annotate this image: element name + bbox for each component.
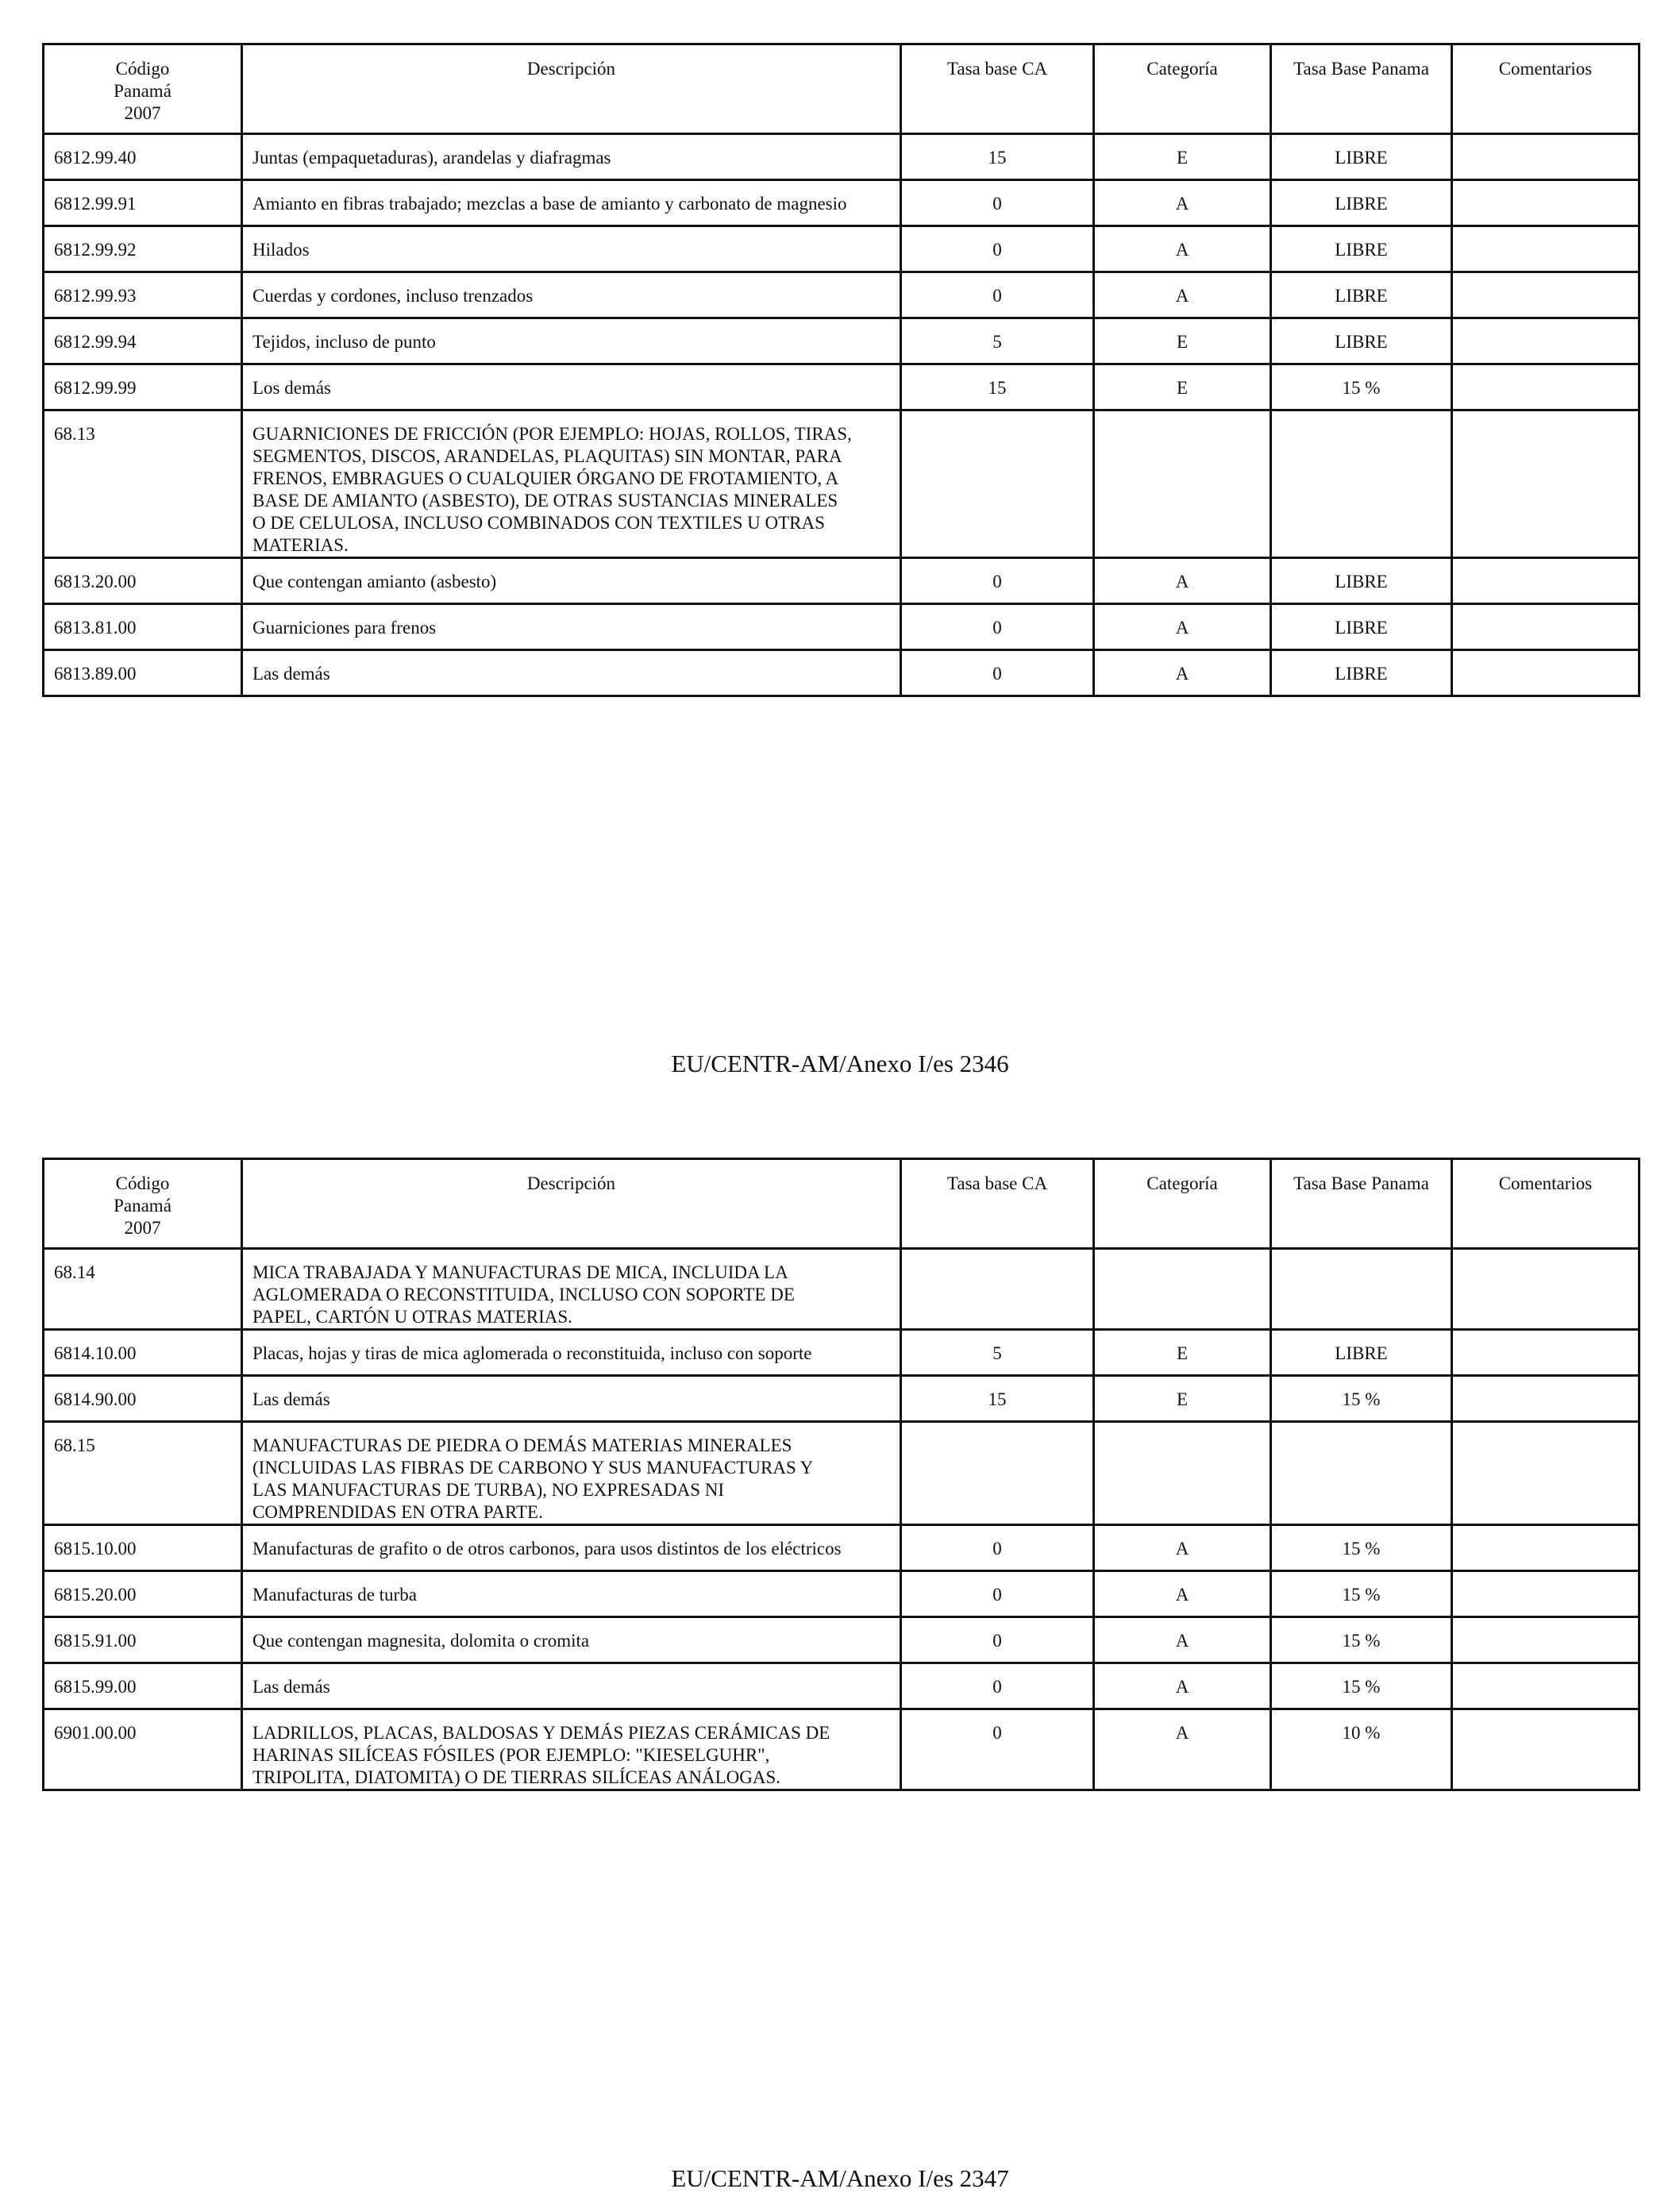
table-row: [44, 1617, 1640, 1663]
cell-categoria: A: [1094, 650, 1271, 696]
cell-tasa-ca: 0: [901, 1617, 1094, 1663]
cell-description: Que contengan magnesita, dolomita o cromita: [242, 1617, 901, 1663]
cell-code: 6812.99.91: [44, 180, 242, 226]
cell-categoria: E: [1094, 318, 1271, 364]
cell-tasa-panama: LIBRE: [1271, 134, 1452, 180]
cell-comentarios: [1452, 604, 1640, 650]
cell-code: 6814.90.00: [44, 1376, 242, 1422]
header-descripcion: Descripción: [242, 44, 901, 134]
cell-comentarios: [1452, 1249, 1640, 1330]
cell-comentarios: [1452, 1330, 1640, 1376]
cell-code: 6812.99.92: [44, 226, 242, 272]
header-comentarios: Comentarios: [1452, 1159, 1640, 1249]
header-tasa-base-panama: Tasa Base Panama: [1271, 1159, 1452, 1249]
header-descripcion: Descripción: [242, 1159, 901, 1249]
cell-code: 6901.00.00: [44, 1709, 242, 1790]
table-row: [44, 1525, 1640, 1571]
tariff-table-page-2347: [42, 1158, 1640, 1791]
cell-tasa-ca: 0: [901, 558, 1094, 604]
cell-tasa-ca: [901, 1422, 1094, 1525]
cell-description: Las demás: [242, 1376, 901, 1422]
table-row: [44, 364, 1640, 410]
cell-tasa-panama: LIBRE: [1271, 650, 1452, 696]
cell-code: 6812.99.94: [44, 318, 242, 364]
cell-categoria: E: [1094, 1376, 1271, 1422]
cell-categoria: E: [1094, 364, 1271, 410]
table-header-row: [44, 1159, 1640, 1249]
cell-code: 6815.91.00: [44, 1617, 242, 1663]
cell-tasa-ca: 15: [901, 364, 1094, 410]
cell-tasa-ca: 15: [901, 134, 1094, 180]
cell-code: 6815.20.00: [44, 1571, 242, 1617]
cell-code: 68.15: [44, 1422, 242, 1525]
cell-comentarios: [1452, 650, 1640, 696]
header-categoria: Categoría: [1094, 1159, 1271, 1249]
table-row: [44, 1571, 1640, 1617]
cell-tasa-panama: 10 %: [1271, 1709, 1452, 1790]
header-comentarios: Comentarios: [1452, 44, 1640, 134]
cell-comentarios: [1452, 558, 1640, 604]
table-row: [44, 134, 1640, 180]
cell-categoria: A: [1094, 558, 1271, 604]
table-row: [44, 1422, 1640, 1525]
cell-tasa-panama: LIBRE: [1271, 558, 1452, 604]
cell-description: Manufacturas de turba: [242, 1571, 901, 1617]
cell-code: 6813.89.00: [44, 650, 242, 696]
table-row: [44, 272, 1640, 318]
cell-description: Juntas (empaquetaduras), arandelas y diafragmas: [242, 134, 901, 180]
header-tasa-base-panama: Tasa Base Panama: [1271, 44, 1452, 134]
page-footer: EU/CENTR-AM/Anexo I/es 2346: [671, 1050, 1009, 1077]
cell-tasa-panama: 15 %: [1271, 1571, 1452, 1617]
cell-description: GUARNICIONES DE FRICCIÓN (POR EJEMPLO: HOJAS, ROLLOS, TIRAS, SEGMENTOS, DISCOS, ARANDELAS, PLAQUITAS) SIN MONTAR, PARA FRENOS, EMBRAGUES O CUALQUIER ÓRGANO DE FROTAMIENTO, A BASE DE AMIANTO (ASBESTO), DE OTRAS SUSTANCIAS MINERALES O DE CELULOSA, INCLUSO COMBINADOS CON TEXTILES U OTRAS MATERIAS.: [242, 410, 901, 558]
table-row: [44, 558, 1640, 604]
table-row: [44, 604, 1640, 650]
table-row: [44, 180, 1640, 226]
cell-tasa-panama: LIBRE: [1271, 318, 1452, 364]
cell-code: 6812.99.40: [44, 134, 242, 180]
cell-comentarios: [1452, 1571, 1640, 1617]
table-row: [44, 1330, 1640, 1376]
cell-code: 6814.10.00: [44, 1330, 242, 1376]
cell-comentarios: [1452, 1709, 1640, 1790]
cell-description: MANUFACTURAS DE PIEDRA O DEMÁS MATERIAS MINERALES (INCLUIDAS LAS FIBRAS DE CARBONO Y SUS MANUFACTURAS Y LAS MANUFACTURAS DE TURBA), NO EXPRESADAS NI COMPRENDIDAS EN OTRA PARTE.: [242, 1422, 901, 1525]
table-header-row: [44, 44, 1640, 134]
cell-tasa-panama: LIBRE: [1271, 226, 1452, 272]
cell-tasa-ca: 0: [901, 604, 1094, 650]
cell-tasa-panama: [1271, 410, 1452, 558]
cell-categoria: A: [1094, 1571, 1271, 1617]
cell-categoria: A: [1094, 1617, 1271, 1663]
cell-description: Tejidos, incluso de punto: [242, 318, 901, 364]
cell-categoria: E: [1094, 134, 1271, 180]
cell-code: 68.14: [44, 1249, 242, 1330]
cell-tasa-panama: 15 %: [1271, 1663, 1452, 1709]
cell-comentarios: [1452, 1663, 1640, 1709]
cell-tasa-ca: [901, 410, 1094, 558]
cell-tasa-ca: 0: [901, 226, 1094, 272]
page-footer: EU/CENTR-AM/Anexo I/es 2347: [671, 2164, 1009, 2192]
cell-comentarios: [1452, 1525, 1640, 1571]
cell-description: Hilados: [242, 226, 901, 272]
cell-tasa-ca: 15: [901, 1376, 1094, 1422]
cell-tasa-panama: 15 %: [1271, 364, 1452, 410]
cell-tasa-panama: LIBRE: [1271, 1330, 1452, 1376]
table-row: [44, 1709, 1640, 1790]
cell-description: Las demás: [242, 650, 901, 696]
cell-tasa-panama: 15 %: [1271, 1617, 1452, 1663]
cell-comentarios: [1452, 272, 1640, 318]
cell-categoria: E: [1094, 1330, 1271, 1376]
cell-tasa-ca: 0: [901, 1709, 1094, 1790]
cell-categoria: [1094, 1422, 1271, 1525]
cell-categoria: A: [1094, 1663, 1271, 1709]
cell-description: Las demás: [242, 1663, 901, 1709]
cell-tasa-panama: LIBRE: [1271, 604, 1452, 650]
cell-tasa-ca: [901, 1249, 1094, 1330]
tariff-table-page-2346: [42, 43, 1640, 697]
cell-description: Amianto en fibras trabajado; mezclas a base de amianto y carbonato de magnesio: [242, 180, 901, 226]
cell-comentarios: [1452, 1617, 1640, 1663]
header-categoria: Categoría: [1094, 44, 1271, 134]
cell-categoria: [1094, 1249, 1271, 1330]
cell-tasa-panama: [1271, 1249, 1452, 1330]
cell-tasa-ca: 0: [901, 650, 1094, 696]
cell-tasa-panama: [1271, 1422, 1452, 1525]
cell-description: Manufacturas de grafito o de otros carbonos, para usos distintos de los eléctricos: [242, 1525, 901, 1571]
cell-comentarios: [1452, 410, 1640, 558]
cell-categoria: A: [1094, 272, 1271, 318]
table-row: [44, 1663, 1640, 1709]
cell-tasa-panama: LIBRE: [1271, 272, 1452, 318]
header-codigo: Código Panamá 2007: [44, 44, 242, 134]
cell-code: 6815.99.00: [44, 1663, 242, 1709]
table-row: [44, 1376, 1640, 1422]
cell-tasa-panama: LIBRE: [1271, 180, 1452, 226]
cell-description: Placas, hojas y tiras de mica aglomerada o reconstituida, incluso con soporte: [242, 1330, 901, 1376]
header-tasa-base-ca: Tasa base CA: [901, 44, 1094, 134]
cell-tasa-ca: 0: [901, 1525, 1094, 1571]
header-tasa-base-ca: Tasa base CA: [901, 1159, 1094, 1249]
cell-comentarios: [1452, 364, 1640, 410]
cell-categoria: [1094, 410, 1271, 558]
cell-comentarios: [1452, 134, 1640, 180]
cell-code: 68.13: [44, 410, 242, 558]
cell-comentarios: [1452, 226, 1640, 272]
header-codigo: Código Panamá 2007: [44, 1159, 242, 1249]
table-row: [44, 226, 1640, 272]
table-row: [44, 318, 1640, 364]
cell-description: Cuerdas y cordones, incluso trenzados: [242, 272, 901, 318]
cell-categoria: A: [1094, 1709, 1271, 1790]
cell-categoria: A: [1094, 180, 1271, 226]
cell-comentarios: [1452, 318, 1640, 364]
table-row: [44, 1249, 1640, 1330]
cell-comentarios: [1452, 1376, 1640, 1422]
cell-tasa-ca: 0: [901, 180, 1094, 226]
cell-description: Los demás: [242, 364, 901, 410]
cell-tasa-ca: 5: [901, 1330, 1094, 1376]
cell-tasa-panama: 15 %: [1271, 1376, 1452, 1422]
cell-comentarios: [1452, 180, 1640, 226]
cell-categoria: A: [1094, 1525, 1271, 1571]
table-row: [44, 410, 1640, 558]
cell-tasa-ca: 0: [901, 1663, 1094, 1709]
table-row: [44, 650, 1640, 696]
cell-description: MICA TRABAJADA Y MANUFACTURAS DE MICA, INCLUIDA LA AGLOMERADA O RECONSTITUIDA, INCLUSO CON SOPORTE DE PAPEL, CARTÓN U OTRAS MATERIAS.: [242, 1249, 901, 1330]
cell-categoria: A: [1094, 604, 1271, 650]
cell-comentarios: [1452, 1422, 1640, 1525]
cell-description: LADRILLOS, PLACAS, BALDOSAS Y DEMÁS PIEZAS CERÁMICAS DE HARINAS SILÍCEAS FÓSILES (POR EJEMPLO: "KIESELGUHR", TRIPOLITA, DIATOMITA) O DE TIERRAS SILÍCEAS ANÁLOGAS.: [242, 1709, 901, 1790]
cell-code: 6813.81.00: [44, 604, 242, 650]
cell-code: 6812.99.99: [44, 364, 242, 410]
cell-tasa-ca: 0: [901, 1571, 1094, 1617]
cell-code: 6813.20.00: [44, 558, 242, 604]
cell-code: 6815.10.00: [44, 1525, 242, 1571]
cell-tasa-ca: 5: [901, 318, 1094, 364]
cell-code: 6812.99.93: [44, 272, 242, 318]
cell-categoria: A: [1094, 226, 1271, 272]
cell-description: Guarniciones para frenos: [242, 604, 901, 650]
cell-tasa-panama: 15 %: [1271, 1525, 1452, 1571]
cell-tasa-ca: 0: [901, 272, 1094, 318]
cell-description: Que contengan amianto (asbesto): [242, 558, 901, 604]
